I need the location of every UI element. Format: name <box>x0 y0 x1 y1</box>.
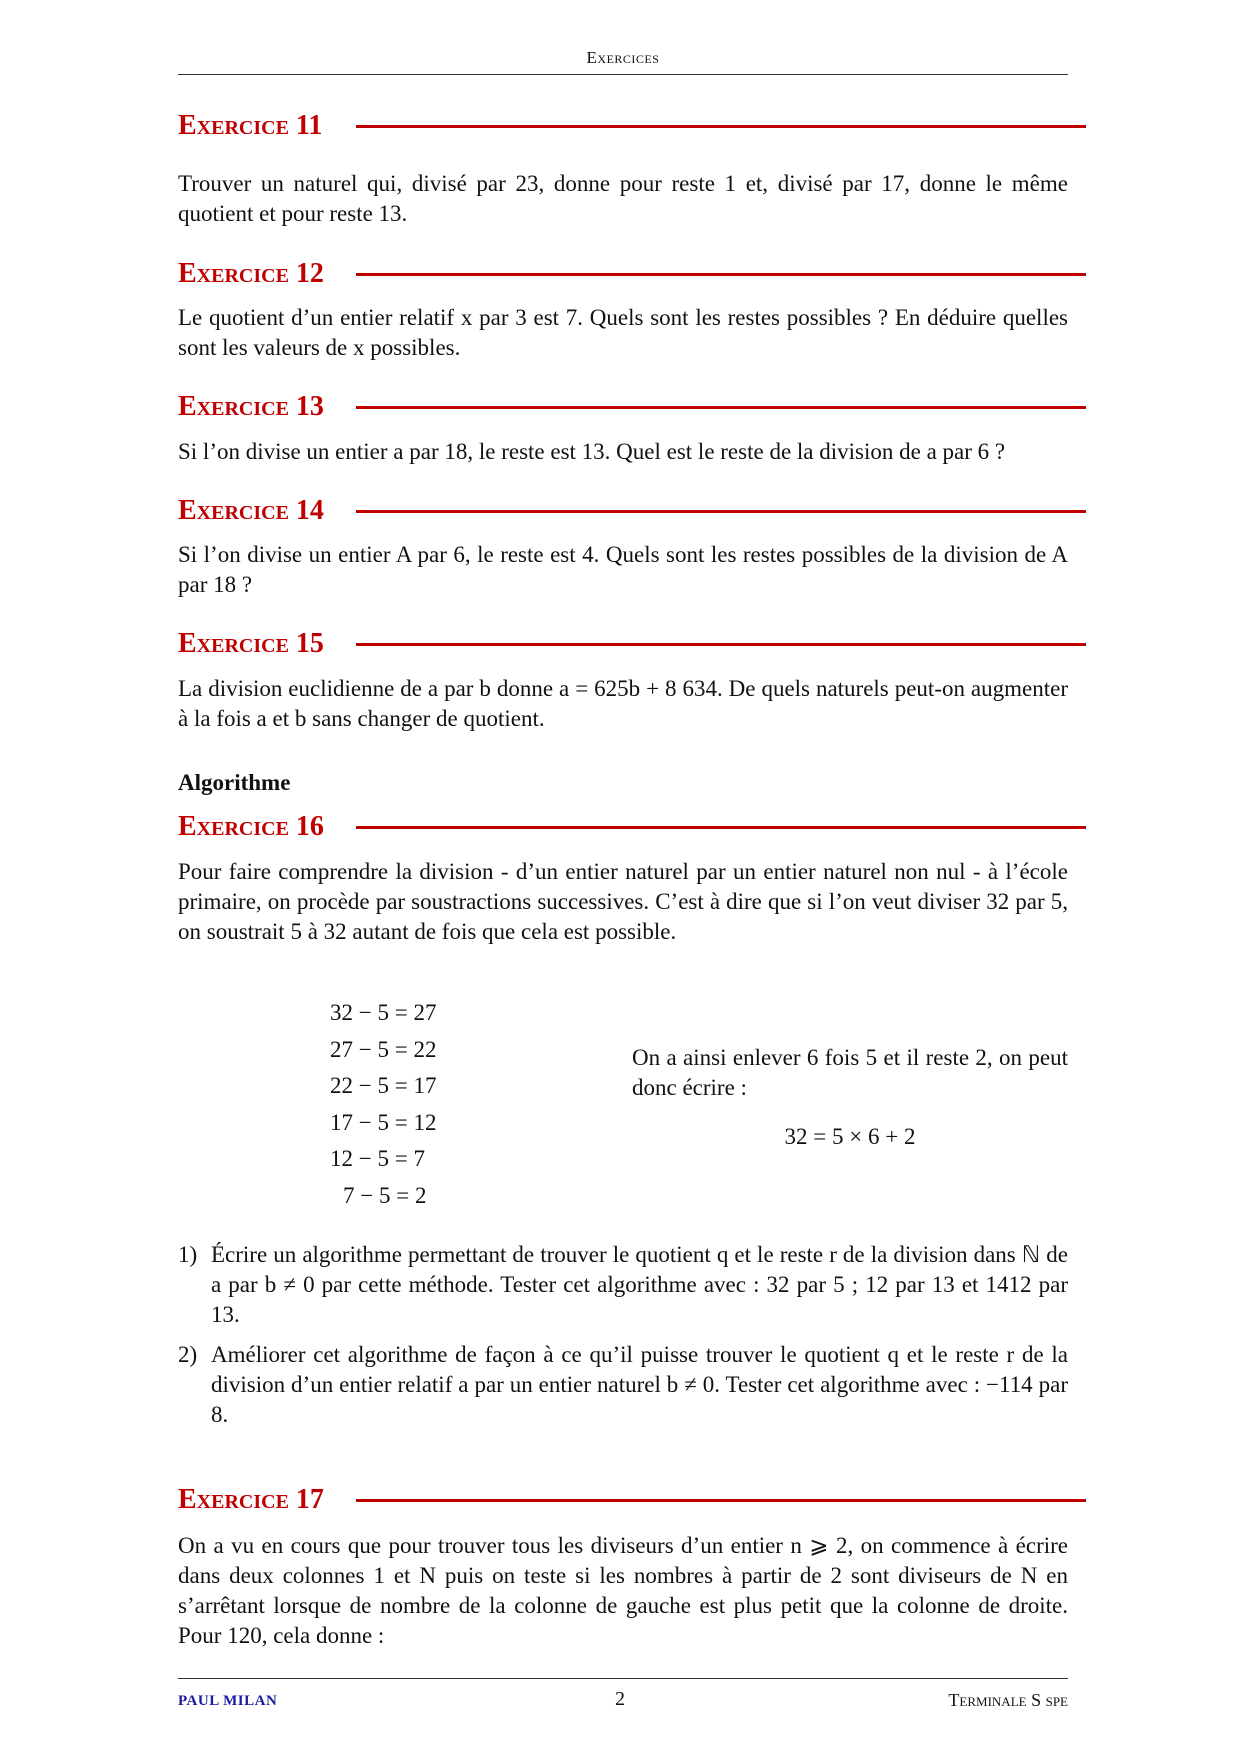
heading-rule <box>356 406 1086 409</box>
page-number: 2 <box>615 1688 625 1710</box>
subtraction-row: 7 − 5 = 2 <box>343 1182 427 1208</box>
header-rule <box>178 74 1068 75</box>
exercise-15-text: La division euclidienne de a par b donne a = 625b + 8 634. De quels naturels peut-on augmenter à la fois a et b sans changer de quotient. <box>178 676 1068 731</box>
footer-author: PAUL MILAN <box>178 1693 278 1709</box>
heading-rule <box>356 1499 1086 1502</box>
subsection-title: Algorithme <box>178 770 291 795</box>
question-number: 2) <box>178 1342 198 1367</box>
subtraction-row: 17 − 5 = 12 <box>330 1109 437 1135</box>
subtraction-list <box>330 995 436 1215</box>
exercise-title: Exercice 13 <box>178 391 324 422</box>
heading-rule <box>356 510 1086 513</box>
exercise-title: Exercice 14 <box>178 495 324 526</box>
side-explanation: On a ainsi enlever 6 fois 5 et il reste 2, on peut donc écrire : <box>632 1045 1068 1100</box>
subtraction-row: 27 − 5 = 22 <box>330 1036 437 1062</box>
exercise-16-text: Pour faire comprendre la division - d’un entier naturel par un entier naturel non nul - à l’école primaire, on procède par soustractions successives. C’est à dire que si l’on veut diviser 32 par 5, on soustrait 5 à 32 autant de fois que cela est possible. <box>178 859 1068 944</box>
footer-course: Terminale S spe <box>948 1690 1068 1710</box>
exercise-title: Exercice 12 <box>178 258 324 289</box>
subtraction-row: 12 − 5 = 7 <box>330 1146 425 1172</box>
exercise-17-text: On a vu en cours que pour trouver tous les diviseurs d’un entier n ⩾ 2, on commence à écrire dans deux colonnes 1 et N puis on teste si les nombres à partir de 2 sont diviseurs de N en s’arrêtant lorsque de nombre de la colonne de gauche est plus petit que la colonne de droite. Pour 120, cela donne : <box>178 1533 1068 1648</box>
exercise-16-heading <box>178 811 1086 845</box>
exercise-title: Exercice 15 <box>178 628 324 659</box>
exercise-17-heading <box>178 1484 1086 1518</box>
exercise-title: Exercice 16 <box>178 811 324 842</box>
question-item <box>178 1240 1068 1330</box>
heading-rule <box>356 826 1086 829</box>
exercise-14-heading <box>178 495 1086 529</box>
question-text: Améliorer cet algorithme de façon à ce qu’il puisse trouver le quotient q et le reste r de la division d’un entier relatif a par un entier naturel b ≠ 0. Tester cet algorithme avec : −114 par 8. <box>211 1342 1068 1427</box>
running-header: Exercices <box>586 48 660 67</box>
exercise-11-text: Trouver un naturel qui, divisé par 23, donne pour reste 1 et, divisé par 17, donne le même quotient et pour reste 13. <box>178 171 1068 226</box>
subtraction-row: 22 − 5 = 17 <box>330 1073 437 1099</box>
exercise-11-heading <box>178 110 1086 144</box>
exercise-14-text: Si l’on divise un entier A par 6, le reste est 4. Quels sont les restes possibles de la division de A par 18 ? <box>178 542 1068 597</box>
exercise-title: Exercice 11 <box>178 110 323 141</box>
question-list <box>178 1240 1068 1330</box>
question-item <box>178 1340 1068 1430</box>
heading-rule <box>356 125 1086 128</box>
side-equation: 32 = 5 × 6 + 2 <box>784 1124 916 1149</box>
heading-rule <box>356 273 1086 276</box>
question-number: 1) <box>178 1242 198 1267</box>
exercise-13-heading <box>178 391 1086 425</box>
exercise-12-text: Le quotient d’un entier relatif x par 3 est 7. Quels sont les restes possibles ? En déduire quelles sont les valeurs de x possibles. <box>178 305 1068 360</box>
exercise-12-heading <box>178 258 1086 292</box>
question-list <box>178 1340 1068 1430</box>
heading-rule <box>356 643 1086 646</box>
subtraction-row: 32 − 5 = 27 <box>330 1000 437 1025</box>
exercise-title: Exercice 17 <box>178 1484 324 1515</box>
footer-rule <box>178 1678 1068 1679</box>
exercise-15-heading <box>178 628 1086 662</box>
exercise-13-text: Si l’on divise un entier a par 18, le reste est 13. Quel est le reste de la division de a par 6 ? <box>178 439 1006 464</box>
question-text: Écrire un algorithme permettant de trouver le quotient q et le reste r de la division dans ℕ de a par b ≠ 0 par cette méthode. Tester cet algorithme avec : 32 par 5 ; 12 par 13 et 1412 par 13. <box>211 1242 1068 1327</box>
